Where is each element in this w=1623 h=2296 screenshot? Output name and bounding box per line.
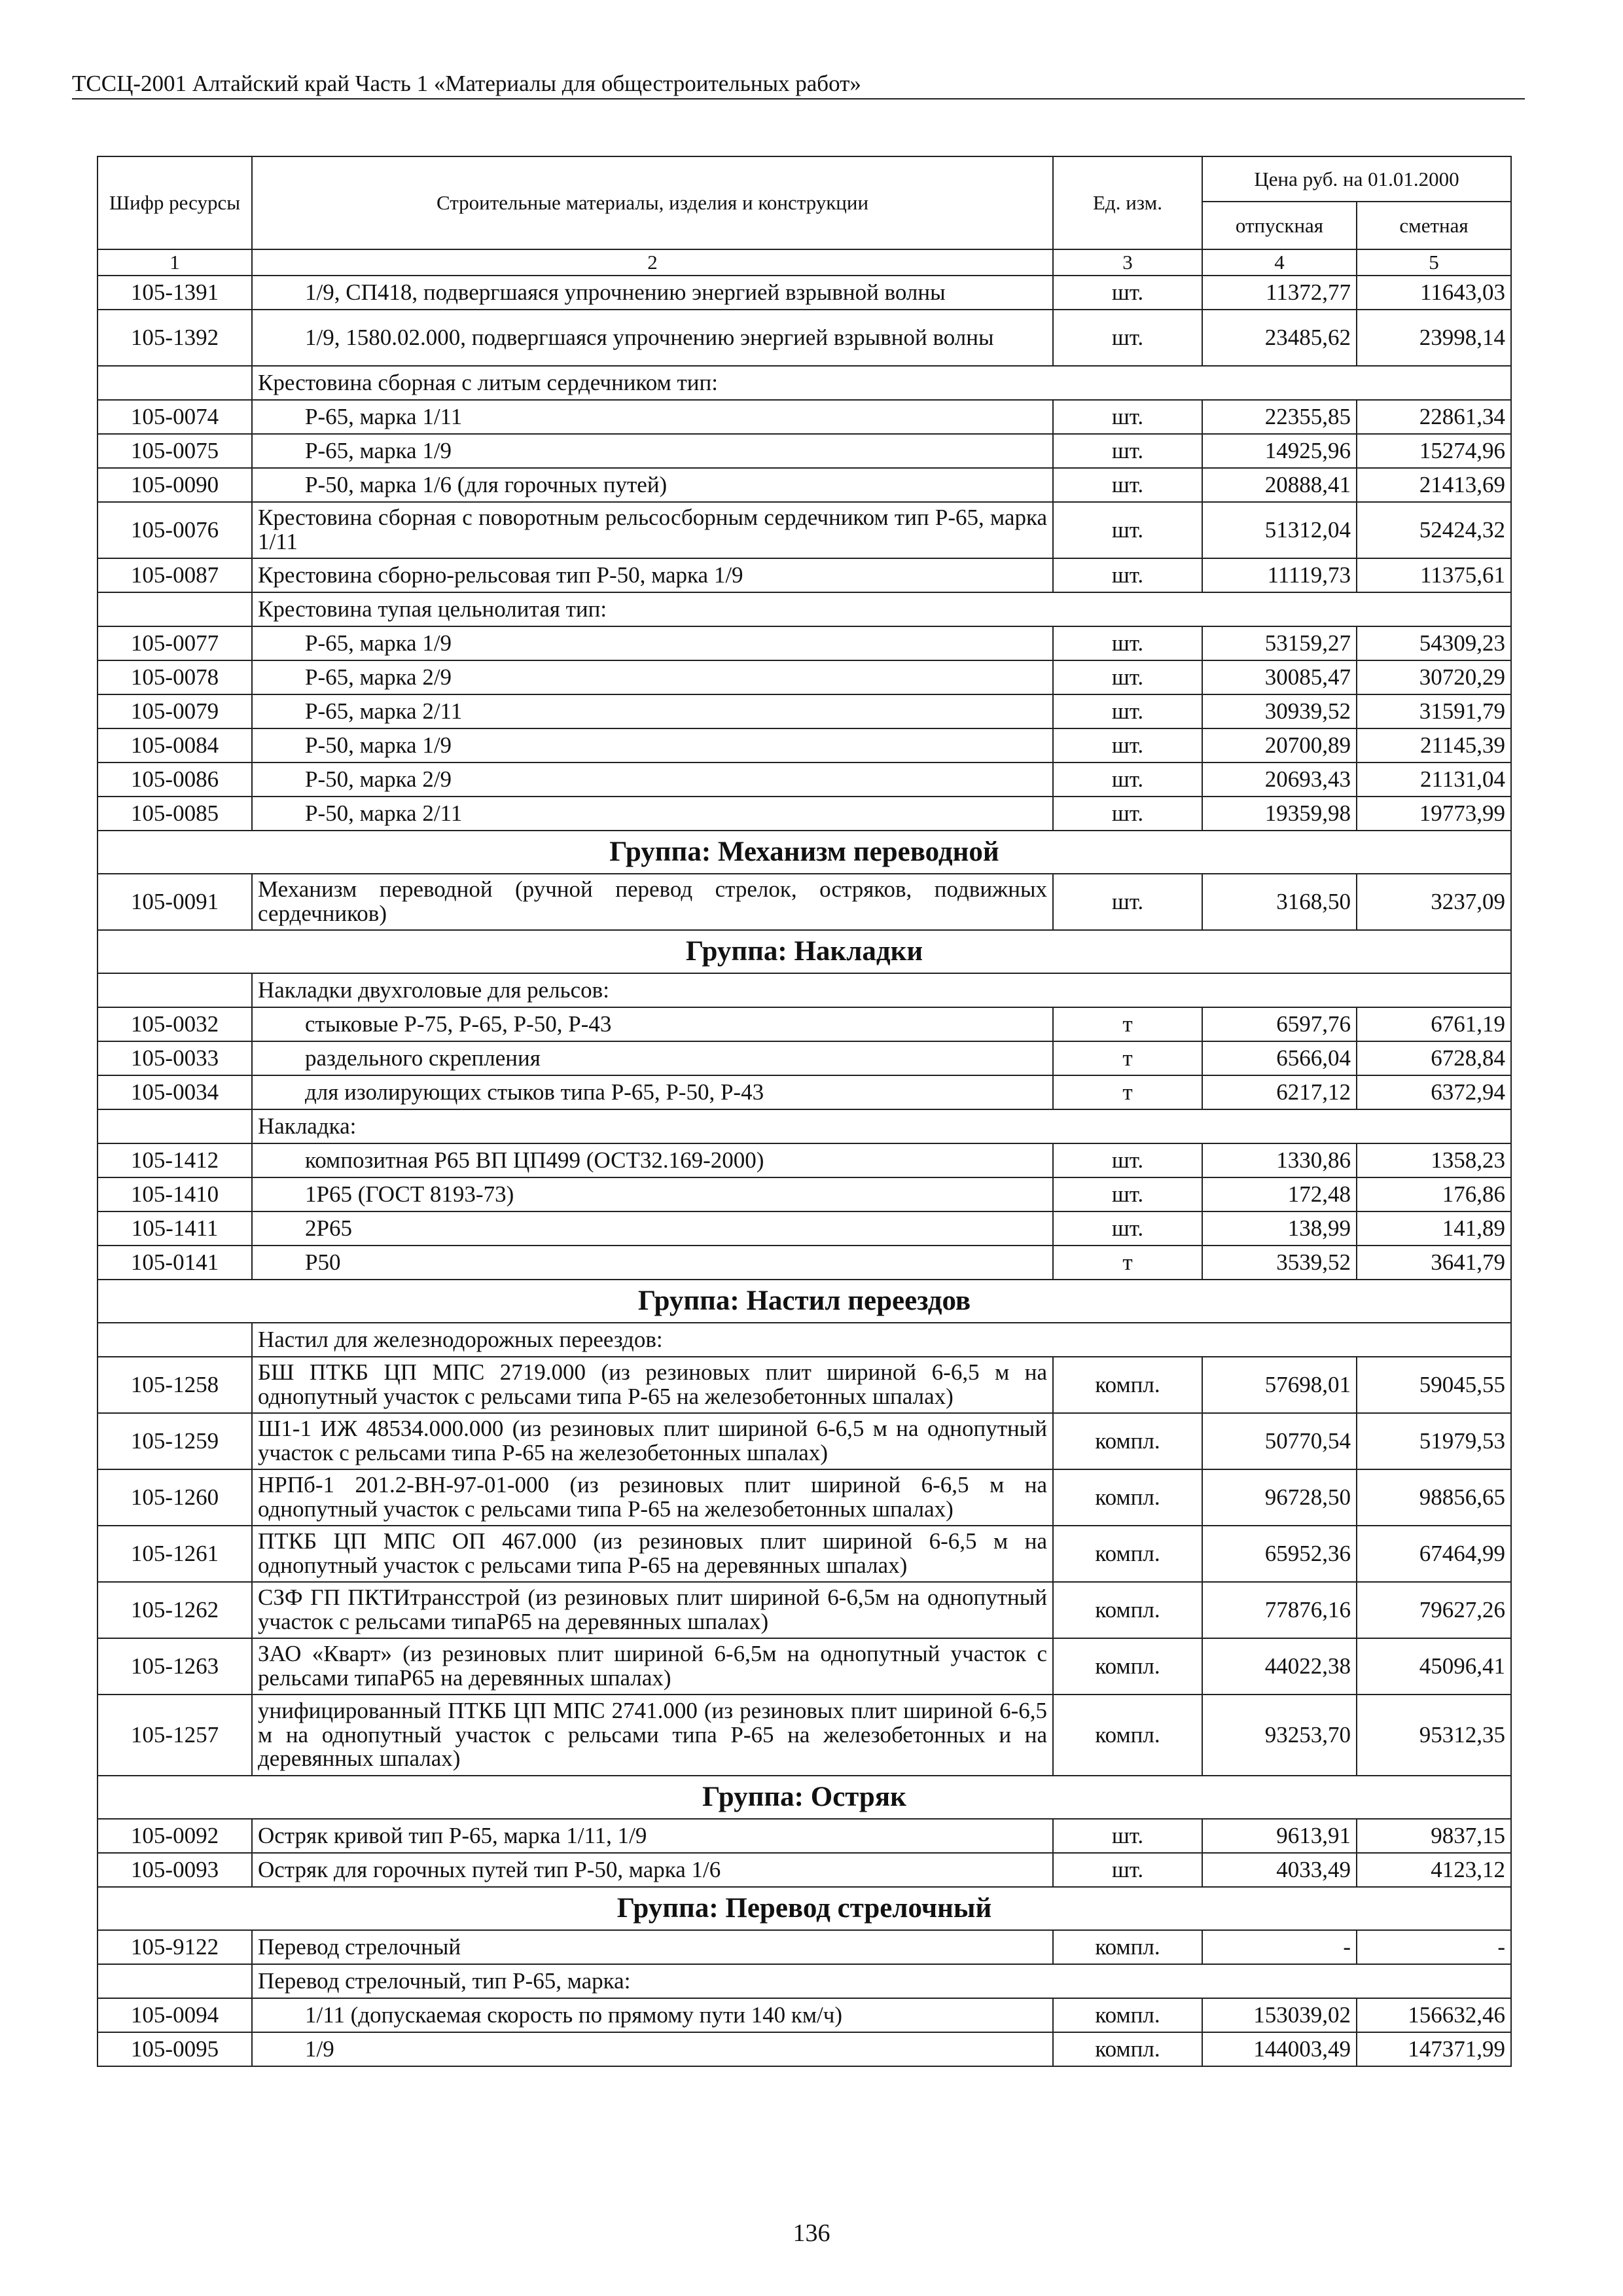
price-table-body (98, 276, 1511, 2066)
material-description: Р-65, марка 1/9 (252, 434, 1053, 468)
unit-of-measure: компл. (1053, 1526, 1202, 1582)
subheading-text: Накладки двухголовые для рельсов: (252, 973, 1511, 1007)
material-description: Р-50, марка 2/9 (252, 762, 1053, 797)
resource-code: 105-1259 (98, 1413, 252, 1469)
col-number: 3 (1053, 249, 1202, 276)
subheading-row (98, 1964, 1511, 1998)
table-row (98, 1357, 1511, 1413)
estimate-price: 95312,35 (1357, 1695, 1511, 1776)
table-row (98, 1041, 1511, 1075)
unit-of-measure: т (1053, 1041, 1202, 1075)
release-price: 30939,52 (1202, 694, 1357, 728)
table-row (98, 2032, 1511, 2066)
resource-code: 105-1263 (98, 1638, 252, 1695)
group-heading: Группа: Перевод стрелочный (98, 1887, 1511, 1930)
estimate-price: 79627,26 (1357, 1582, 1511, 1638)
material-description: 1/11 (допускаемая скорость по прямому пути 140 км/ч) (252, 1998, 1053, 2032)
unit-of-measure: т (1053, 1075, 1202, 1109)
code-cell-empty (98, 366, 252, 400)
table-row (98, 626, 1511, 660)
unit-of-measure: шт. (1053, 728, 1202, 762)
release-price: 57698,01 (1202, 1357, 1357, 1413)
col-number: 5 (1357, 249, 1511, 276)
resource-code: 105-0091 (98, 874, 252, 930)
estimate-price: 30720,29 (1357, 660, 1511, 694)
estimate-price: 11375,61 (1357, 558, 1511, 592)
subheading-text: Крестовина сборная с литым сердечником тип: (252, 366, 1511, 400)
unit-of-measure: шт. (1053, 874, 1202, 930)
table-row (98, 1695, 1511, 1776)
unit-of-measure: компл. (1053, 1413, 1202, 1469)
release-price: 138,99 (1202, 1211, 1357, 1246)
col-header-unit: Ед. изм. (1053, 156, 1202, 249)
estimate-price: 176,86 (1357, 1177, 1511, 1211)
release-price: 6566,04 (1202, 1041, 1357, 1075)
col-header-price: Цена руб. на 01.01.2000 (1202, 156, 1511, 202)
resource-code: 105-0032 (98, 1007, 252, 1041)
release-price: 153039,02 (1202, 1998, 1357, 2032)
code-cell-empty (98, 973, 252, 1007)
unit-of-measure: шт. (1053, 1819, 1202, 1853)
material-description: Ш1-1 ИЖ 48534.000.000 (из резиновых плит шириной 6-6,5 м на однопутный участок с рельсами типа Р-65 на железобетонных шпалах) (252, 1413, 1053, 1469)
unit-of-measure: компл. (1053, 1357, 1202, 1413)
material-description: Р-50, марка 1/6 (для горочных путей) (252, 468, 1053, 502)
release-price: 6217,12 (1202, 1075, 1357, 1109)
resource-code: 105-0075 (98, 434, 252, 468)
subheading-row (98, 1323, 1511, 1357)
unit-of-measure: компл. (1053, 2032, 1202, 2066)
col-number: 2 (252, 249, 1053, 276)
resource-code: 105-0034 (98, 1075, 252, 1109)
resource-code: 105-1258 (98, 1357, 252, 1413)
material-description: СЗФ ГП ПКТИтрансстрой (из резиновых плит шириной 6-6,5м на однопутный участок с рельсами типаР65 на деревянных шпалах) (252, 1582, 1053, 1638)
release-price: 3539,52 (1202, 1246, 1357, 1280)
estimate-price: 21131,04 (1357, 762, 1511, 797)
unit-of-measure: шт. (1053, 660, 1202, 694)
table-row (98, 1007, 1511, 1041)
material-description: 1Р65 (ГОСТ 8193-73) (252, 1177, 1053, 1211)
release-price: 11372,77 (1202, 276, 1357, 310)
estimate-price: 23998,14 (1357, 310, 1511, 366)
release-price: 1330,86 (1202, 1143, 1357, 1177)
group-heading-row (98, 831, 1511, 874)
material-description: Р50 (252, 1246, 1053, 1280)
unit-of-measure: компл. (1053, 1998, 1202, 2032)
material-description: НРПб-1 201.2-ВН-97-01-000 (из резиновых плит шириной 6-6,5 м на однопутный участок с рельсами типа Р-65 на железобетонных шпалах) (252, 1469, 1053, 1526)
resource-code: 105-9122 (98, 1930, 252, 1964)
subheading-row (98, 1109, 1511, 1143)
unit-of-measure: т (1053, 1246, 1202, 1280)
estimate-price: 4123,12 (1357, 1853, 1511, 1887)
material-description: Механизм переводной (ручной перевод стрелок, остряков, подвижных сердечников) (252, 874, 1053, 930)
unit-of-measure: шт. (1053, 400, 1202, 434)
estimate-price: 45096,41 (1357, 1638, 1511, 1695)
col-header-material: Строительные материалы, изделия и конструкции (252, 156, 1053, 249)
resource-code: 105-1412 (98, 1143, 252, 1177)
subheading-row (98, 592, 1511, 626)
subheading-text: Накладка: (252, 1109, 1511, 1143)
resource-code: 105-0085 (98, 797, 252, 831)
resource-code: 105-0092 (98, 1819, 252, 1853)
material-description: Р-65, марка 1/11 (252, 400, 1053, 434)
group-heading: Группа: Остряк (98, 1776, 1511, 1819)
table-row (98, 1469, 1511, 1526)
code-cell-empty (98, 1323, 252, 1357)
resource-code: 105-0078 (98, 660, 252, 694)
table-row (98, 1075, 1511, 1109)
material-description: стыковые Р-75, Р-65, Р-50, Р-43 (252, 1007, 1053, 1041)
page-number: 136 (793, 2219, 830, 2247)
table-row (98, 1930, 1511, 1964)
estimate-price: 21145,39 (1357, 728, 1511, 762)
subheading-text: Крестовина тупая цельнолитая тип: (252, 592, 1511, 626)
material-description: 1/9, 1580.02.000, подвергшаяся упрочнению энергией взрывной волны (252, 310, 1053, 366)
estimate-price: 6372,94 (1357, 1075, 1511, 1109)
release-price: 44022,38 (1202, 1638, 1357, 1695)
table-row (98, 558, 1511, 592)
release-price: 20888,41 (1202, 468, 1357, 502)
material-description: Р-65, марка 1/9 (252, 626, 1053, 660)
resource-code: 105-1410 (98, 1177, 252, 1211)
unit-of-measure: компл. (1053, 1582, 1202, 1638)
table-row (98, 400, 1511, 434)
table-row (98, 762, 1511, 797)
estimate-price: 3641,79 (1357, 1246, 1511, 1280)
estimate-price: 31591,79 (1357, 694, 1511, 728)
estimate-price: 67464,99 (1357, 1526, 1511, 1582)
estimate-price: 11643,03 (1357, 276, 1511, 310)
estimate-price: 156632,46 (1357, 1998, 1511, 2032)
resource-code: 105-0086 (98, 762, 252, 797)
release-price: 6597,76 (1202, 1007, 1357, 1041)
resource-code: 105-0093 (98, 1853, 252, 1887)
material-description: для изолирующих стыков типа Р-65, Р-50, Р-43 (252, 1075, 1053, 1109)
release-price: 14925,96 (1202, 434, 1357, 468)
resource-code: 105-0087 (98, 558, 252, 592)
material-description: Остряк кривой тип Р-65, марка 1/11, 1/9 (252, 1819, 1053, 1853)
table-row (98, 310, 1511, 366)
subheading-row (98, 973, 1511, 1007)
material-description: 2Р65 (252, 1211, 1053, 1246)
release-price: 4033,49 (1202, 1853, 1357, 1887)
material-description: композитная Р65 ВП ЦП499 (ОСТ32.169-2000) (252, 1143, 1053, 1177)
release-price: 65952,36 (1202, 1526, 1357, 1582)
col-header-code: Шифр ресурсы (98, 156, 252, 249)
col-header-release-price: отпускная (1202, 202, 1357, 249)
material-description: унифицированный ПТКБ ЦП МПС 2741.000 (из резиновых плит шириной 6-6,5 м на однопутный участок с рельсами типа Р-65 на железобетонных и на деревянных шпалах) (252, 1695, 1053, 1776)
unit-of-measure: компл. (1053, 1638, 1202, 1695)
material-description: 1/9, СП418, подвергшаяся упрочнению энергией взрывной волны (252, 276, 1053, 310)
resource-code: 105-0074 (98, 400, 252, 434)
group-heading-row (98, 1280, 1511, 1323)
table-row (98, 1526, 1511, 1582)
resource-code: 105-0079 (98, 694, 252, 728)
resource-code: 105-0095 (98, 2032, 252, 2066)
material-description: БШ ПТКБ ЦП МПС 2719.000 (из резиновых плит шириной 6-6,5 м на однопутный участок с рельсами типа Р-65 на железобетонных шпалах) (252, 1357, 1053, 1413)
release-price: 77876,16 (1202, 1582, 1357, 1638)
table-row (98, 1853, 1511, 1887)
material-description: Остряк для горочных путей тип Р-50, марка 1/6 (252, 1853, 1053, 1887)
estimate-price: 22861,34 (1357, 400, 1511, 434)
resource-code: 105-1261 (98, 1526, 252, 1582)
subheading-text: Настил для железнодорожных переездов: (252, 1323, 1511, 1357)
table-row (98, 728, 1511, 762)
page-header: ТССЦ-2001 Алтайский край Часть 1 «Материалы для общестроительных работ» (72, 71, 1525, 99)
unit-of-measure: компл. (1053, 1469, 1202, 1526)
code-cell-empty (98, 1964, 252, 1998)
material-description: Перевод стрелочный (252, 1930, 1053, 1964)
column-number-row (98, 249, 1511, 276)
estimate-price: 1358,23 (1357, 1143, 1511, 1177)
table-row (98, 1819, 1511, 1853)
table-row (98, 1211, 1511, 1246)
unit-of-measure: шт. (1053, 502, 1202, 558)
resource-code: 105-1411 (98, 1211, 252, 1246)
material-description: 1/9 (252, 2032, 1053, 2066)
table-row (98, 1413, 1511, 1469)
unit-of-measure: т (1053, 1007, 1202, 1041)
resource-code: 105-0094 (98, 1998, 252, 2032)
material-description: Крестовина сборная с поворотным рельсосборным сердечником тип Р-65, марка 1/11 (252, 502, 1053, 558)
code-cell-empty (98, 1109, 252, 1143)
material-description: Р-50, марка 2/11 (252, 797, 1053, 831)
estimate-price: 54309,23 (1357, 626, 1511, 660)
resource-code: 105-0090 (98, 468, 252, 502)
unit-of-measure: компл. (1053, 1695, 1202, 1776)
material-description: Р-65, марка 2/9 (252, 660, 1053, 694)
group-heading-row (98, 930, 1511, 973)
unit-of-measure: шт. (1053, 626, 1202, 660)
price-table (97, 156, 1512, 2067)
table-row (98, 660, 1511, 694)
release-price: 3168,50 (1202, 874, 1357, 930)
resource-code: 105-0084 (98, 728, 252, 762)
material-description: ЗАО «Кварт» (из резиновых плит шириной 6-6,5м на однопутный участок с рельсами типаР65 на деревянных шпалах) (252, 1638, 1053, 1695)
table-row (98, 1638, 1511, 1695)
release-price: 93253,70 (1202, 1695, 1357, 1776)
unit-of-measure: шт. (1053, 1177, 1202, 1211)
code-cell-empty (98, 592, 252, 626)
group-heading: Группа: Настил переездов (98, 1280, 1511, 1323)
release-price: 172,48 (1202, 1177, 1357, 1211)
estimate-price: 59045,55 (1357, 1357, 1511, 1413)
resource-code: 105-0141 (98, 1246, 252, 1280)
release-price: 11119,73 (1202, 558, 1357, 592)
estimate-price: 3237,09 (1357, 874, 1511, 930)
resource-code: 105-1392 (98, 310, 252, 366)
unit-of-measure: шт. (1053, 762, 1202, 797)
material-description: Р-65, марка 2/11 (252, 694, 1053, 728)
unit-of-measure: шт. (1053, 797, 1202, 831)
unit-of-measure: шт. (1053, 558, 1202, 592)
estimate-price: 141,89 (1357, 1211, 1511, 1246)
estimate-price: 9837,15 (1357, 1819, 1511, 1853)
table-row (98, 1177, 1511, 1211)
estimate-price: 15274,96 (1357, 434, 1511, 468)
table-row (98, 276, 1511, 310)
release-price: 51312,04 (1202, 502, 1357, 558)
resource-code: 105-0033 (98, 1041, 252, 1075)
release-price: 30085,47 (1202, 660, 1357, 694)
table-row (98, 1582, 1511, 1638)
unit-of-measure: шт. (1053, 468, 1202, 502)
unit-of-measure: шт. (1053, 1853, 1202, 1887)
release-price: 20700,89 (1202, 728, 1357, 762)
material-description: ПТКБ ЦП МПС ОП 467.000 (из резиновых плит шириной 6-6,5 м на однопутный участок с рельсами типа Р-65 на деревянных шпалах) (252, 1526, 1053, 1582)
estimate-price: 19773,99 (1357, 797, 1511, 831)
material-description: Р-50, марка 1/9 (252, 728, 1053, 762)
table-row (98, 1143, 1511, 1177)
estimate-price: 6728,84 (1357, 1041, 1511, 1075)
material-description: Крестовина сборно-рельсовая тип Р-50, марка 1/9 (252, 558, 1053, 592)
col-number: 4 (1202, 249, 1357, 276)
table-row (98, 874, 1511, 930)
resource-code: 105-1262 (98, 1582, 252, 1638)
resource-code: 105-1257 (98, 1695, 252, 1776)
group-heading: Группа: Накладки (98, 930, 1511, 973)
resource-code: 105-0076 (98, 502, 252, 558)
col-header-estimate-price: сметная (1357, 202, 1511, 249)
release-price: 144003,49 (1202, 2032, 1357, 2066)
unit-of-measure: шт. (1053, 694, 1202, 728)
unit-of-measure: компл. (1053, 1930, 1202, 1964)
group-heading-row (98, 1887, 1511, 1930)
table-row (98, 1998, 1511, 2032)
table-row (98, 468, 1511, 502)
unit-of-measure: шт. (1053, 310, 1202, 366)
unit-of-measure: шт. (1053, 434, 1202, 468)
estimate-price: 51979,53 (1357, 1413, 1511, 1469)
release-price: 96728,50 (1202, 1469, 1357, 1526)
table-row (98, 797, 1511, 831)
table-row (98, 694, 1511, 728)
unit-of-measure: шт. (1053, 1143, 1202, 1177)
estimate-price: - (1357, 1930, 1511, 1964)
release-price: 53159,27 (1202, 626, 1357, 660)
estimate-price: 52424,32 (1357, 502, 1511, 558)
subheading-row (98, 366, 1511, 400)
release-price: 23485,62 (1202, 310, 1357, 366)
estimate-price: 6761,19 (1357, 1007, 1511, 1041)
resource-code: 105-0077 (98, 626, 252, 660)
material-description: раздельного скрепления (252, 1041, 1053, 1075)
col-number: 1 (98, 249, 252, 276)
estimate-price: 21413,69 (1357, 468, 1511, 502)
release-price: 50770,54 (1202, 1413, 1357, 1469)
release-price: - (1202, 1930, 1357, 1964)
group-heading-row (98, 1776, 1511, 1819)
estimate-price: 98856,65 (1357, 1469, 1511, 1526)
release-price: 19359,98 (1202, 797, 1357, 831)
estimate-price: 147371,99 (1357, 2032, 1511, 2066)
group-heading: Группа: Механизм переводной (98, 831, 1511, 874)
table-row (98, 502, 1511, 558)
table-row (98, 434, 1511, 468)
subheading-text: Перевод стрелочный, тип Р-65, марка: (252, 1964, 1511, 1998)
resource-code: 105-1260 (98, 1469, 252, 1526)
table-row (98, 1246, 1511, 1280)
unit-of-measure: шт. (1053, 276, 1202, 310)
release-price: 20693,43 (1202, 762, 1357, 797)
unit-of-measure: шт. (1053, 1211, 1202, 1246)
release-price: 9613,91 (1202, 1819, 1357, 1853)
resource-code: 105-1391 (98, 276, 252, 310)
release-price: 22355,85 (1202, 400, 1357, 434)
